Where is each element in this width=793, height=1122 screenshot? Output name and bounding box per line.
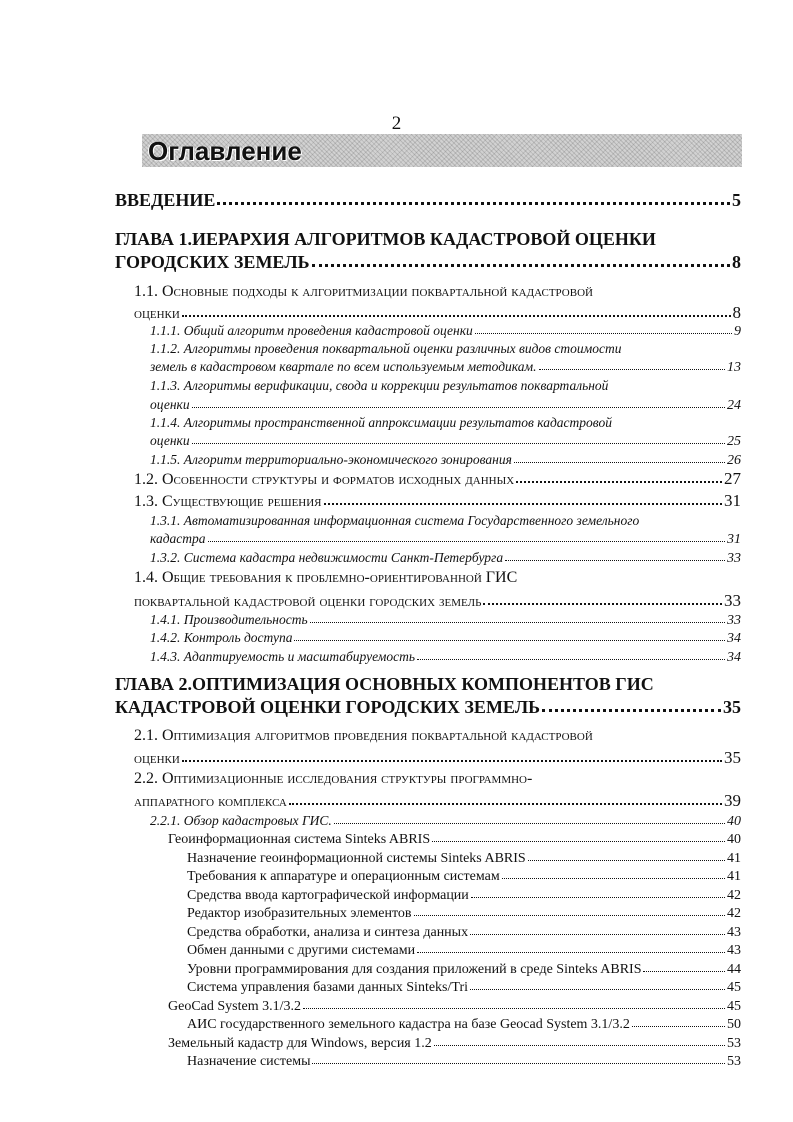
toc-entry-title: аппаратного комплекса	[134, 793, 287, 810]
dot-leader	[310, 620, 725, 623]
dot-leader	[514, 460, 725, 463]
toc-chapter-2[interactable]	[115, 697, 741, 718]
toc-item-sinteks-abris[interactable]	[168, 832, 741, 848]
toc-section-1-4-line1[interactable]: 1.4. Общие требования к проблемно-ориентированной ГИС	[134, 569, 518, 586]
dot-leader	[217, 200, 730, 205]
toc-entry-page: 33	[727, 551, 741, 566]
toc-chapter-2-title-line1[interactable]: ГЛАВА 2.ОПТИМИЗАЦИЯ ОСНОВНЫХ КОМПОНЕНТОВ ГИС	[115, 674, 654, 694]
toc-entry-page: 50	[727, 1017, 741, 1032]
dot-leader	[312, 1061, 725, 1064]
toc-entry-page: 8	[732, 252, 741, 272]
dot-leader	[289, 801, 722, 805]
dot-leader	[470, 932, 725, 935]
page-number: 2	[391, 113, 402, 134]
toc-entry-title: Средства обработки, анализа и синтеза данных	[187, 925, 469, 940]
dot-leader	[182, 313, 731, 317]
dot-leader	[192, 441, 725, 444]
toc-entry-page: 35	[724, 748, 741, 767]
toc-entry-title: 1.3. Существующие решения	[134, 493, 322, 510]
toc-subsection-1-4-1[interactable]	[150, 612, 741, 629]
toc-entry-page: 43	[727, 925, 741, 940]
toc-entry-page: 31	[724, 491, 741, 510]
dot-leader	[192, 405, 725, 408]
toc-entry-title: 1.4.2. Контроль доступа	[150, 630, 293, 645]
toc-entry-title: Назначение геоинформационной системы Sinteks ABRIS	[187, 851, 526, 866]
toc-subsection-1-1-1[interactable]	[150, 323, 741, 340]
toc-section-2-2[interactable]	[134, 791, 741, 811]
toc-section-1-4[interactable]	[134, 591, 741, 611]
dot-leader	[324, 501, 722, 505]
toc-entry-title: 1.4.3. Адаптируемость и масштабируемость	[150, 649, 416, 664]
toc-section-1-2[interactable]	[134, 469, 741, 489]
toc-item-hardware-requirements[interactable]	[187, 869, 741, 885]
toc-chapter-1[interactable]	[115, 252, 741, 273]
toc-entry-title: Обмен данными с другими системами	[187, 943, 416, 958]
dot-leader	[182, 758, 722, 762]
dot-leader	[505, 558, 725, 561]
toc-item-data-processing[interactable]	[187, 925, 741, 941]
dot-leader	[417, 657, 725, 660]
toc-subsection-1-3-1[interactable]	[150, 531, 741, 548]
dot-leader	[516, 479, 722, 483]
toc-entry-page: 24	[727, 398, 741, 413]
toc-entry-title: Назначение системы	[187, 1054, 311, 1069]
toc-entry-page: 8	[732, 303, 741, 322]
dot-leader	[475, 331, 732, 334]
toc-entry-title: поквартальной кадастровой оценки городских земель	[134, 593, 482, 610]
toc-entry-page: 42	[727, 906, 741, 921]
dot-leader	[632, 1024, 725, 1027]
toc-entry-title: оценки	[150, 433, 190, 448]
dot-leader	[471, 895, 725, 898]
toc-entry-title: АИС государственного земельного кадастра на базе Geocad System 3.1/3.2	[187, 1017, 630, 1032]
toc-entry-title: 1.3.2. Система кадастра недвижимости Санкт-Петербурга	[150, 550, 504, 565]
toc-entry-title: Уровни программирования для создания приложений в среде Sinteks ABRIS	[187, 962, 642, 977]
toc-entry-title: 1.1.5. Алгоритм территориально-экономического зонирования	[150, 452, 512, 467]
toc-entry-title: Геоинформационная система Sinteks ABRIS	[168, 832, 431, 847]
toc-entry-title: оценки	[134, 750, 180, 767]
toc-entry-title: Средства ввода картографической информации	[187, 888, 469, 903]
toc-entry-title: КАДАСТРОВОЙ ОЦЕНКИ ГОРОДСКИХ ЗЕМЕЛЬ	[115, 697, 541, 717]
toc-entry-page: 26	[727, 453, 741, 468]
toc-section-1-3[interactable]	[134, 491, 741, 511]
dot-leader	[303, 1006, 725, 1009]
toc-entry-page: 43	[727, 943, 741, 958]
dot-leader	[502, 876, 725, 879]
toc-subsection-1-1-4[interactable]	[150, 433, 741, 450]
toc-subsection-1-1-2[interactable]	[150, 359, 741, 376]
toc-entry-page: 45	[727, 999, 741, 1014]
toc-entry-title: оценки	[150, 397, 190, 412]
toc-entry-title: 2.2.1. Обзор кадастровых ГИС.	[150, 813, 332, 828]
toc-entry-title: Система управления базами данных Sinteks/Tri	[187, 980, 468, 995]
toc-entry-title: ВВЕДЕНИЕ	[115, 190, 216, 210]
toc-item-graphics-editor[interactable]	[187, 906, 741, 922]
toc-subsection-1-1-2-line1[interactable]: 1.1.2. Алгоритмы проведения поквартальной оценки различных видов стоимости	[150, 341, 622, 356]
dot-leader	[483, 601, 722, 605]
toc-entry-title: земель в кадастровом квартале по всем используемым методикам.	[150, 359, 537, 374]
toc-subsection-1-4-2[interactable]	[150, 630, 741, 647]
dot-leader	[417, 950, 725, 953]
toc-entry-title: Земельный кадастр для Windows, версия 1.2	[168, 1036, 432, 1051]
toc-section-1-1[interactable]	[134, 303, 741, 323]
toc-section-1-1-line1[interactable]: 1.1. Основные подходы к алгоритмизации поквартальной кадастровой	[134, 283, 593, 300]
toc-entry-title: 1.1.1. Общий алгоритм проведения кадастровой оценки	[150, 323, 473, 338]
toc-item-land-cadastre-windows[interactable]	[168, 1036, 741, 1052]
toc-entry-page: 5	[732, 190, 741, 210]
toc-item-ais-geocad[interactable]	[187, 1017, 741, 1033]
toc-section-2-1-line1[interactable]: 2.1. Оптимизация алгоритмов проведения поквартальной кадастровой	[134, 727, 593, 744]
toc-entry-introduction[interactable]	[115, 190, 741, 211]
toc-entry-page: 33	[724, 591, 741, 610]
toc-entry-page: 27	[724, 469, 741, 488]
toc-item-map-input[interactable]	[187, 888, 741, 904]
toc-entry-title: 1.4.1. Производительность	[150, 612, 308, 627]
toc-chapter-1-title-line1[interactable]: ГЛАВА 1.ИЕРАРХИЯ АЛГОРИТМОВ КАДАСТРОВОЙ ОЦЕНКИ	[115, 229, 656, 249]
toc-heading: Оглавление	[148, 136, 302, 166]
toc-subsection-1-1-5[interactable]	[150, 452, 741, 469]
toc-entry-title: оценки	[134, 305, 180, 322]
toc-entry-page: 41	[727, 869, 741, 884]
dot-leader	[414, 913, 726, 916]
toc-entry-page: 13	[727, 360, 741, 375]
toc-section-2-1[interactable]	[134, 748, 741, 768]
toc-entry-page: 34	[727, 631, 741, 646]
toc-entry-title: GeoCad System 3.1/3.2	[168, 999, 301, 1014]
toc-entry-page: 25	[727, 434, 741, 449]
toc-subsection-1-1-4-line1[interactable]: 1.1.4. Алгоритмы пространственной аппроксимации результатов кадастровой	[150, 415, 612, 430]
dot-leader	[294, 638, 725, 641]
toc-item-abris-purpose[interactable]	[187, 851, 741, 867]
dot-leader	[434, 1043, 725, 1046]
dot-leader	[334, 821, 725, 824]
dot-leader	[528, 858, 725, 861]
toc-item-dbms-sinteks-tri[interactable]	[187, 980, 741, 996]
toc-item-programming-levels[interactable]	[187, 962, 741, 978]
toc-entry-page: 40	[727, 814, 741, 829]
toc-entry-title: Требования к аппаратуре и операционным системам	[187, 869, 500, 884]
toc-item-data-exchange[interactable]	[187, 943, 741, 959]
dot-leader	[208, 539, 725, 542]
dot-leader	[470, 987, 725, 990]
toc-subsection-1-3-1-line1[interactable]: 1.3.1. Автоматизированная информационная система Государственного земельного	[150, 513, 640, 528]
toc-entry-title: кадастра	[150, 531, 206, 546]
toc-entry-page: 34	[727, 650, 741, 665]
toc-entry-page: 39	[724, 791, 741, 810]
toc-entry-page: 33	[727, 613, 741, 628]
dot-leader	[542, 707, 721, 712]
dot-leader	[643, 969, 725, 972]
toc-subsection-1-1-3[interactable]	[150, 397, 741, 414]
toc-entry-page: 42	[727, 888, 741, 903]
toc-entry-title: Редактор изобразительных элементов	[187, 906, 412, 921]
toc-entry-page: 9	[734, 324, 741, 339]
toc-subsection-1-4-3[interactable]	[150, 649, 741, 666]
toc-entry-page: 53	[727, 1054, 741, 1069]
toc-entry-title: 1.2. Особенности структуры и форматов исходных данных	[134, 471, 515, 488]
toc-entry-page: 41	[727, 851, 741, 866]
toc-entry-page: 35	[723, 697, 741, 717]
toc-entry-page: 53	[727, 1036, 741, 1051]
dot-leader	[312, 262, 730, 267]
toc-entry-page: 45	[727, 980, 741, 995]
toc-item-geocad-system[interactable]	[168, 999, 741, 1015]
toc-entry-title: ГОРОДСКИХ ЗЕМЕЛЬ	[115, 252, 310, 272]
toc-section-2-2-line1[interactable]: 2.2. Оптимизационные исследования структуры программно-	[134, 770, 533, 787]
toc-subsection-1-1-3-line1[interactable]: 1.1.3. Алгоритмы верификации, свода и коррекции результатов поквартальной	[150, 378, 609, 393]
dot-leader	[432, 839, 725, 842]
toc-item-system-purpose[interactable]	[187, 1054, 741, 1070]
toc-entry-page: 44	[727, 962, 741, 977]
toc-entry-page: 31	[727, 532, 741, 547]
toc-subsection-2-2-1[interactable]	[150, 813, 741, 830]
toc-entry-page: 40	[727, 832, 741, 847]
dot-leader	[539, 367, 725, 370]
toc-subsection-1-3-2[interactable]	[150, 550, 741, 567]
